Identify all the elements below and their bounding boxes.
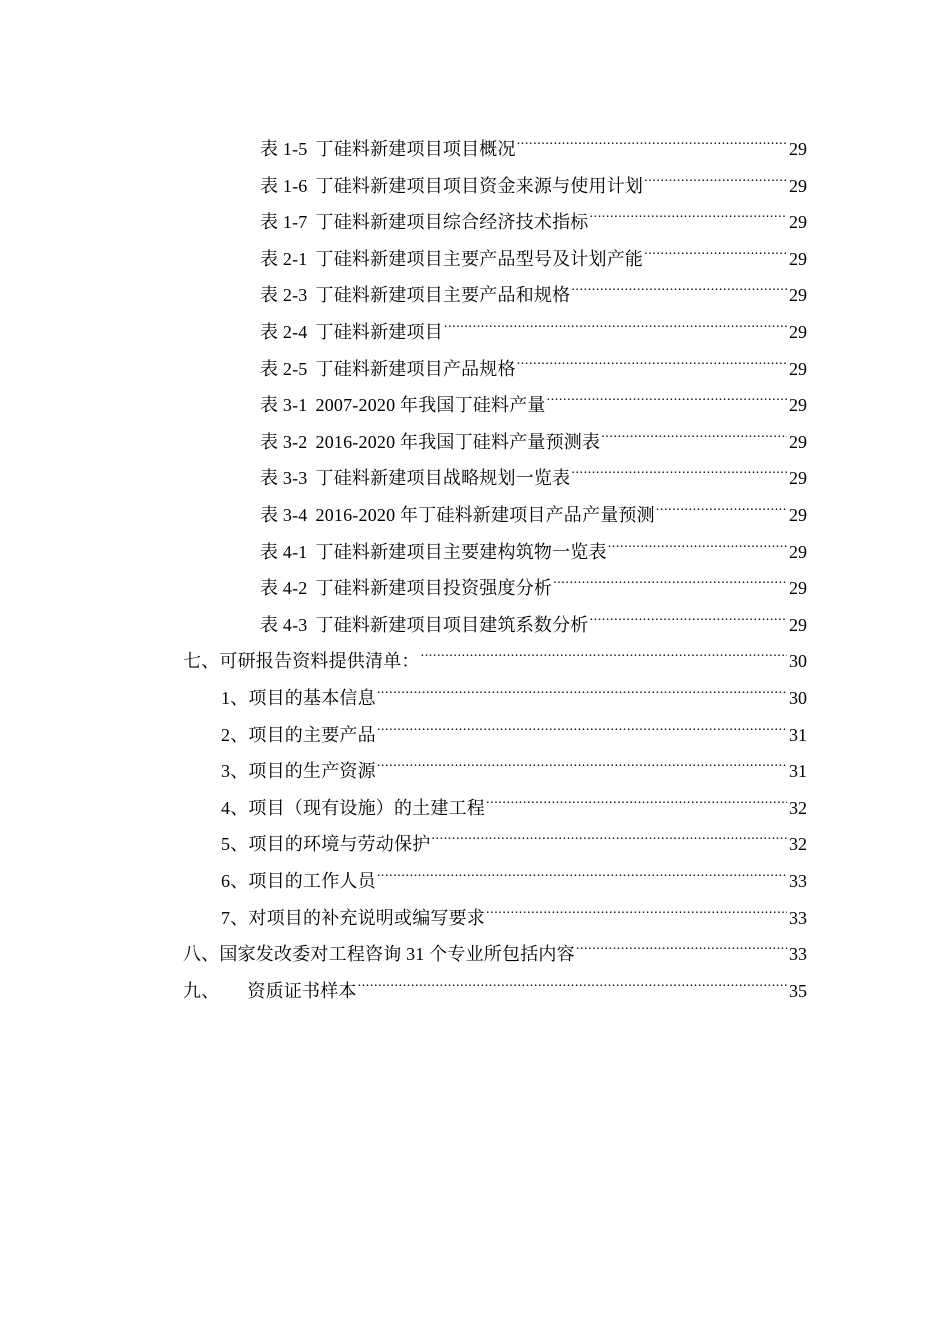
dot-leader: [655, 485, 787, 521]
dot-leader: [516, 339, 787, 375]
toc-entry-title: 丁硅料新建项目产品规格: [315, 358, 516, 379]
toc-page-number: 32: [789, 834, 807, 855]
toc-entry-table-3-1[interactable]: [260, 375, 807, 416]
toc-entry-table-1-5[interactable]: [260, 119, 807, 159]
toc-entry-title: 2016-2020 年我国丁硅料产量预测表: [315, 431, 601, 452]
toc-page-number: 29: [789, 358, 807, 379]
dot-leader: [357, 961, 787, 997]
dot-leader: [643, 229, 787, 265]
toc-page-number: 29: [789, 139, 807, 159]
toc-entry-title: 丁硅料新建项目主要产品和规格: [315, 285, 571, 306]
toc-entry-number: 表 4-2: [260, 578, 308, 599]
dot-leader: [443, 302, 787, 338]
dot-leader: [607, 522, 787, 558]
toc-entry-title: 1、项目的基本信息: [221, 688, 376, 708]
toc-page-number: 35: [789, 980, 807, 1001]
toc-entry-title: 2016-2020 年丁硅料新建项目产品产量预测: [315, 505, 655, 525]
toc-entry-title: 4、项目（现有设施）的土建工程: [221, 797, 485, 818]
toc-page-number: 33: [789, 871, 807, 891]
toc-entry-number: 九、: [183, 980, 220, 1001]
toc-entry-7-4[interactable]: [221, 778, 807, 818]
toc-page-number: 31: [789, 724, 807, 745]
toc-entry-7-6[interactable]: [221, 851, 807, 891]
dot-leader: [376, 741, 787, 777]
toc-page-number: 29: [789, 322, 807, 342]
toc-entry-title: 5、项目的环境与劳动保护: [221, 834, 431, 855]
toc-entry-7-1[interactable]: [221, 668, 807, 708]
toc-page-number: 29: [789, 212, 807, 233]
toc-entry-table-1-7[interactable]: [260, 192, 807, 233]
toc-page-number: 29: [789, 578, 807, 599]
toc-entry-title: 丁硅料新建项目主要建构筑物一览表: [315, 541, 607, 562]
toc-entry-number: 表 1-5: [260, 139, 308, 159]
toc-entry-number: 表 4-1: [260, 541, 308, 562]
toc-entry-number: 表 3-3: [260, 468, 308, 489]
toc-entry-title: 八、国家发改委对工程咨询 31 个专业所包括内容: [183, 944, 575, 965]
dot-leader: [485, 888, 787, 924]
toc-entry-table-3-2[interactable]: [260, 412, 807, 452]
toc-entry-section-7[interactable]: [183, 631, 807, 672]
toc-entry-title: 3、项目的生产资源: [221, 761, 376, 782]
toc-page-number: 33: [789, 944, 807, 965]
toc-entry-7-2[interactable]: [221, 705, 807, 745]
toc-page-number: 29: [789, 505, 807, 525]
toc-page-number: 29: [789, 614, 807, 635]
toc-entry-number: 表 3-4: [260, 505, 308, 525]
toc-page-number: 29: [789, 175, 807, 196]
toc-entry-title: 七、可研报告资料提供清单：: [183, 651, 420, 672]
dot-leader: [430, 814, 787, 850]
toc-entry-7-3[interactable]: [221, 741, 807, 782]
toc-entry-table-2-4[interactable]: [260, 302, 807, 342]
toc-entry-title: 丁硅料新建项目综合经济技术指标: [315, 212, 589, 233]
toc-entry-number: 表 2-1: [260, 248, 308, 269]
toc-page-number: 30: [789, 688, 807, 708]
toc-entry-title: 丁硅料新建项目主要产品型号及计划产能: [315, 248, 644, 269]
toc-entry-7-7[interactable]: [221, 888, 807, 928]
toc-page-number: 29: [789, 468, 807, 489]
toc-page-number: 29: [789, 395, 807, 416]
toc-page-number: 30: [789, 651, 807, 672]
dot-leader: [600, 412, 787, 448]
toc-page-number: 31: [789, 761, 807, 782]
dot-leader: [485, 778, 787, 814]
dot-leader: [546, 375, 787, 411]
toc-entry-section-9[interactable]: [183, 961, 807, 1001]
toc-entry-number: 表 2-3: [260, 285, 308, 306]
dot-leader: [589, 595, 788, 631]
toc-entry-table-4-1[interactable]: [260, 522, 807, 562]
toc-entry-title: 丁硅料新建项目战略规划一览表: [315, 468, 571, 489]
toc-page-number: 29: [789, 431, 807, 452]
toc-entry-title: 丁硅料新建项目项目概况: [315, 139, 516, 159]
dot-leader: [376, 668, 787, 704]
toc-entry-title: 丁硅料新建项目: [315, 322, 443, 342]
toc-entry-title: 丁硅料新建项目项目资金来源与使用计划: [315, 175, 644, 196]
dot-leader: [376, 705, 787, 741]
toc-page-number: 33: [789, 907, 807, 928]
dot-leader: [376, 851, 787, 887]
dot-leader: [552, 558, 787, 594]
toc-entry-7-5[interactable]: [221, 814, 807, 855]
toc-page-number: 29: [789, 248, 807, 269]
toc-entry-number: 表 4-3: [260, 614, 308, 635]
toc-entry-table-4-3[interactable]: [260, 595, 807, 635]
dot-leader: [420, 631, 787, 667]
toc-entry-number: 表 3-1: [260, 395, 308, 416]
toc-entry-number: 表 2-4: [260, 322, 308, 342]
toc-entry-table-4-2[interactable]: [260, 558, 807, 599]
toc-entry-table-3-4[interactable]: [260, 485, 807, 525]
toc-page-number: 29: [789, 541, 807, 562]
toc-entry-section-8[interactable]: [183, 924, 807, 965]
toc-entry-table-2-5[interactable]: [260, 339, 807, 379]
dot-leader: [575, 924, 787, 960]
toc-entry-number: 表 2-5: [260, 358, 308, 379]
toc-entry-number: 表 3-2: [260, 431, 308, 452]
dot-leader: [570, 265, 787, 301]
toc-entry-table-2-3[interactable]: [260, 265, 807, 306]
toc-page-number: 32: [789, 797, 807, 818]
toc-entry-table-3-3[interactable]: [260, 448, 807, 489]
dot-leader: [589, 192, 788, 228]
dot-leader: [643, 156, 787, 192]
toc-entry-title: 2007-2020 年我国丁硅料产量: [315, 395, 546, 416]
toc-entry-number: 表 1-7: [260, 212, 308, 233]
toc-page-number: 29: [789, 285, 807, 306]
toc-entry-number: 表 1-6: [260, 175, 308, 196]
dot-leader: [570, 448, 787, 484]
toc-entry-title: 丁硅料新建项目项目建筑系数分析: [315, 614, 589, 635]
dot-leader: [516, 119, 787, 155]
toc-entry-table-1-6[interactable]: [260, 156, 807, 196]
toc-entry-table-2-1[interactable]: [260, 229, 807, 269]
toc-entry-title: 资质证书样本: [247, 980, 357, 1001]
toc-entry-title: 6、项目的工作人员: [221, 871, 376, 891]
toc-entry-title: 丁硅料新建项目投资强度分析: [315, 578, 553, 599]
toc-entry-title: 2、项目的主要产品: [221, 724, 376, 745]
toc-entry-title: 7、对项目的补充说明或编写要求: [221, 907, 485, 928]
